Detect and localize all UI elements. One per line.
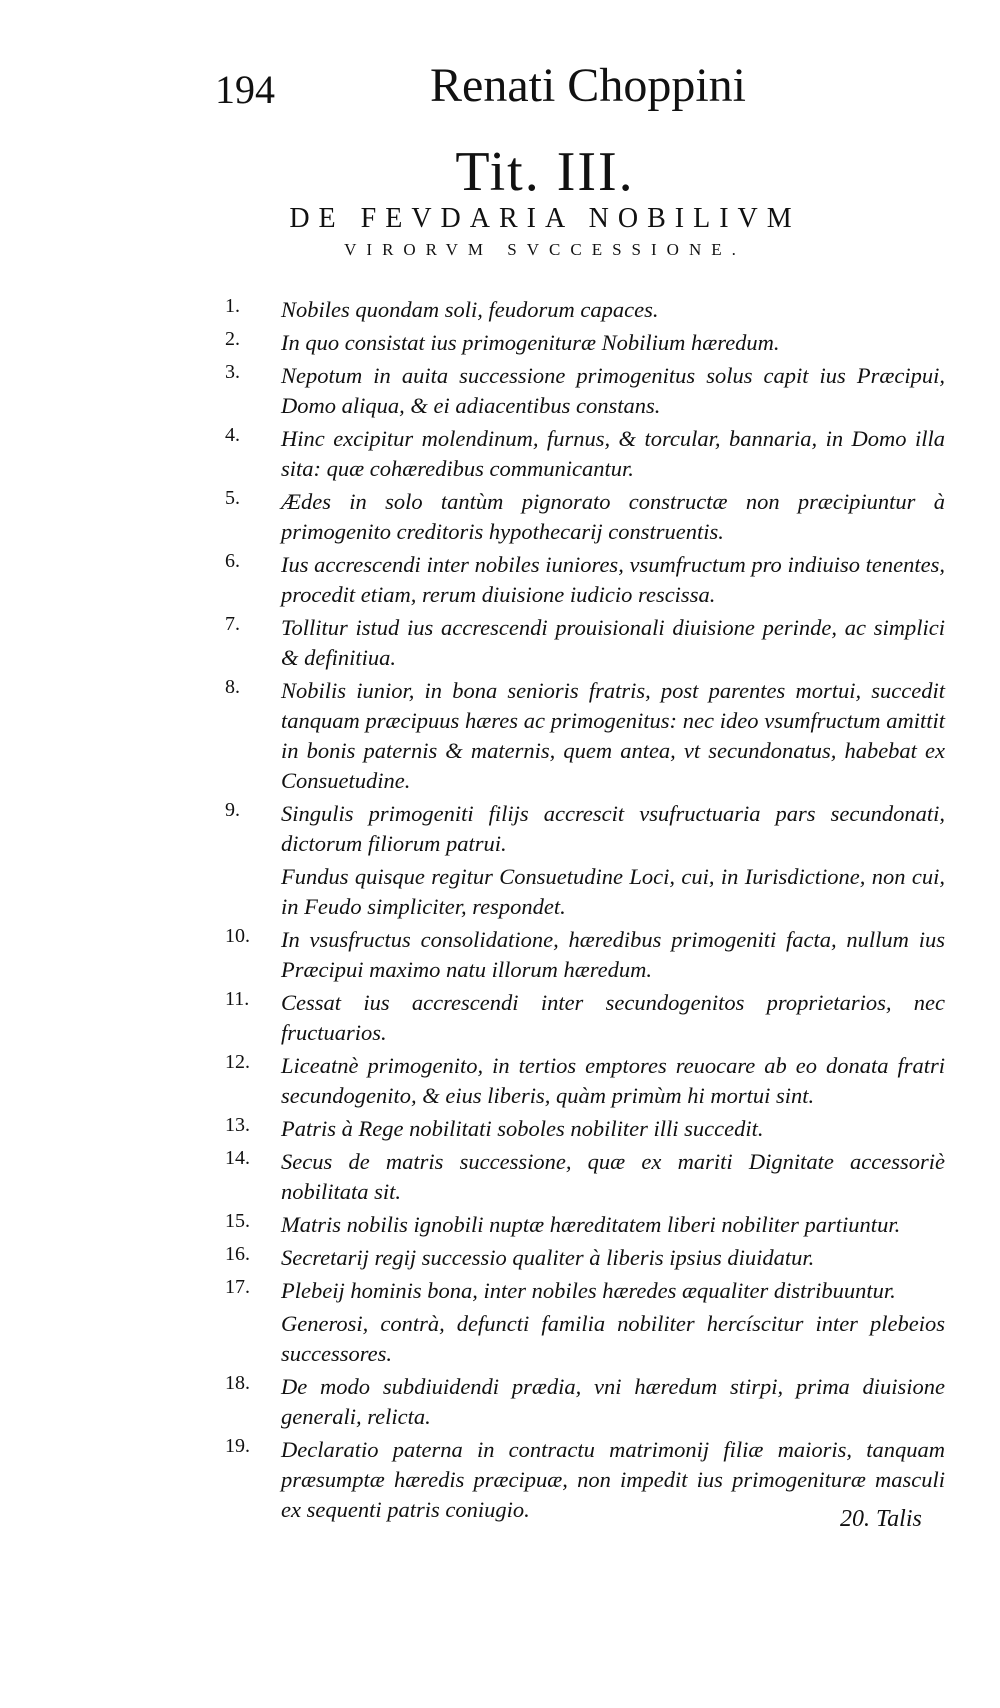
running-head: Renati Choppini [430,59,746,112]
entry-text: In quo consistat ius primogenituræ Nobilium hæredum. [281,330,780,355]
entry-text: Tollitur istud ius accrescendi prouisionali diuisione perinde, ac simplici & definitiua. [281,615,945,670]
summary-entry [225,676,945,796]
summary-entry [225,1435,945,1525]
summary-entry [225,1243,945,1273]
entry-number: 10. [225,925,250,947]
summary-entry [225,295,945,325]
summary-entry [225,1147,945,1207]
entry-number: 13. [225,1114,250,1136]
entry-text: Hinc excipitur molendinum, furnus, & torcular, bannaria, in Domo illa sita: quæ cohæredibus communicantur. [281,426,945,481]
summary-entry-unnumbered [225,1309,945,1369]
entry-number: 11. [225,988,250,1010]
entry-number: 8. [225,676,240,698]
entry-text: Secus de matris successione, quæ ex mariti Dignitate accessoriè nobilitata sit. [281,1149,945,1204]
entry-text: Plebeij hominis bona, inter nobiles hæredes æqualiter distribuuntur. [281,1278,896,1303]
entry-text: Cessat ius accrescendi inter secundogenitos proprietarios, nec fructuarios. [281,990,945,1045]
entry-number: 9. [225,799,240,821]
entry-number: 2. [225,328,240,350]
entry-text: Liceatnè primogenito, in tertios emptores reuocare ab eo donata fratri secundogenito, & eius liberis, quàm primùm hi mortui sint. [281,1053,945,1108]
summary-entry [225,925,945,985]
entry-text: Matris nobilis ignobili nuptæ hæreditatem liberi nobiliter partiuntur. [281,1212,901,1237]
page-number: 194 [215,67,275,112]
entry-text: Nepotum in auita successione primogenitus solus capit ius Præcipui, Domo aliqua, & ei adiacentibus constans. [281,363,945,418]
entry-text: De modo subdiuidendi prædia, vni hæredum stirpi, prima diuisione generali, relicta. [281,1374,945,1429]
entry-number [225,862,281,922]
summary-entry [225,361,945,421]
summary-entry [225,550,945,610]
catchword: 20. Talis [840,1506,922,1532]
summary-entry [225,1210,945,1240]
summary-list [225,295,945,1525]
summary-entry [225,1276,945,1306]
entry-text: Generosi, contrà, defuncti familia nobiliter hercíscitur inter plebeios successores. [281,1311,945,1366]
entry-number: 7. [225,613,240,635]
entry-number: 4. [225,424,240,446]
entry-number: 1. [225,295,240,317]
entry-text: Nobilis iunior, in bona senioris fratris, post parentes mortui, succedit tanquam præcipuus hæres ac primogenitus: nec ideo vsumfructum amittit in bonis paternis & maternis, quem antea, vt secundonatus, habebat ex Consuetudine. [281,678,945,793]
entry-text: Secretarij regij successio qualiter à liberis ipsius diuidatur. [281,1245,815,1270]
summary-entry [225,1372,945,1432]
summary-entry [225,424,945,484]
summary-entry [225,1051,945,1111]
entry-text: Ius accrescendi inter nobiles iuniores, vsumfructum pro indiuiso tenentes, procedit etiam, rerum diuisione iudicio rescissa. [281,552,945,607]
entry-number: 14. [225,1147,250,1169]
entry-text: Nobiles quondam soli, feudorum capaces. [281,297,659,322]
chapter-subtitle-line1: DE FEVDARIA NOBILIVM [289,203,801,234]
entry-number: 12. [225,1051,250,1073]
entry-number: 3. [225,361,240,383]
summary-entry [225,799,945,859]
entry-text: Fundus quisque regitur Consuetudine Loci, cui, in Iurisdictione, non cui, in Feudo simpliciter, respondet. [281,864,945,919]
entry-number [225,1309,281,1369]
entry-text: Singulis primogeniti filijs accrescit vsufructuaria pars secundonati, dictorum filiorum patrui. [281,801,945,856]
entry-text: Declaratio paterna in contractu matrimonij filiæ maioris, tanquam præsumptæ hæredis præcipuæ, non impedit ius primogenituræ masculi ex sequenti patris coniugio. [281,1437,945,1522]
summary-entry [225,1114,945,1144]
entry-text: Patris à Rege nobilitati soboles nobiliter illi succedit. [281,1116,764,1141]
entry-number: 6. [225,550,240,572]
summary-entry [225,487,945,547]
entry-number: 18. [225,1372,250,1394]
entry-text: In vsusfructus consolidatione, hæredibus primogeniti facta, nullum ius Præcipui maximo natu illorum hæredum. [281,927,945,982]
entry-number: 15. [225,1210,250,1232]
entry-text: Ædes in solo tantùm pignorato constructæ non præcipiuntur à primogenito creditoris hypothecarij construentis. [281,489,945,544]
entry-number: 16. [225,1243,250,1265]
summary-entry [225,988,945,1048]
entry-number: 5. [225,487,240,509]
summary-entry [225,613,945,673]
entry-number: 19. [225,1435,250,1457]
entry-number: 17. [225,1276,250,1298]
summary-entry-unnumbered [225,862,945,922]
summary-entry [225,328,945,358]
chapter-subtitle-line2: VIRORVM SVCCESSIONE. [344,240,746,259]
chapter-title: Tit. III. [455,141,635,203]
